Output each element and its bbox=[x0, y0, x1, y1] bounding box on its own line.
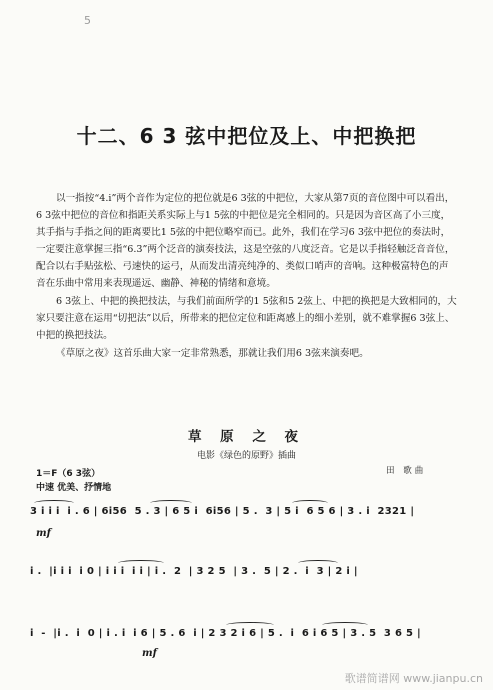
watermark: 歌谱简谱网 www.jianpu.cn bbox=[344, 672, 483, 685]
score-notes: i . |i i i i 0 | i i i i i | i . 2 | 3 2 5 | 3 . 5 | 2 . i 3 | 2 i | bbox=[30, 566, 358, 577]
slur bbox=[150, 500, 192, 506]
song-composer: 田 歌曲 bbox=[386, 466, 427, 476]
slur bbox=[226, 622, 274, 628]
key-signature: 1＝F（6 3弦） bbox=[36, 469, 101, 479]
dynamic-marking: mf bbox=[142, 648, 157, 659]
chapter-title-text: 弦中把位及上、中把换把 bbox=[177, 124, 417, 148]
score-row-1 bbox=[30, 506, 460, 539]
score-notes: 3 i i i i . 6 | 6i56 5 . 3 | 6 5 i 6i56 | 5 . 3 | 5 i 6 5 6 | 3 . i 2321 | bbox=[30, 506, 415, 517]
tempo-marking: 中速 优美、抒情地 bbox=[36, 483, 112, 493]
score-row-2 bbox=[30, 566, 460, 584]
slur bbox=[322, 622, 368, 628]
slur bbox=[118, 560, 164, 566]
dynamic-marking: mf bbox=[36, 528, 51, 539]
page-number: 5 bbox=[84, 14, 91, 27]
score-notes: i - |i . i 0 | i . i i 6 | 5 . 6 i | 2 3 2 i 6 | 5 . i 6 i 6 5 | 3 . 5 3 6 5 | bbox=[30, 628, 422, 639]
paragraph-2: 6 3弦上、中把的换把技法，与我们前面所学的1 5弦和5 2弦上、中把的换把是大致相同的，大家只要注意在运用“切把法”以后，所带来的把位定位和距离感上的细小差别，就不难掌握6 3弦上、中把的换把技法。 bbox=[36, 296, 457, 341]
song-title: 草 原 之 夜 bbox=[187, 429, 306, 445]
paragraph-1: 以一指按“4.i”两个音作为定位的把位就是6 3弦的中把位，大家从第7页的音位图中可以看出，6 3弦中把位的音位和指距关系实际上与1 5弦的中把位是完全相同的。只是因为音区高了小三度，其手指与手指之间的距离要比1 5弦的中把位略窄而已。此外，我们在学习6 3弦中把位的奏法时，一定要注意掌握三指“6.3”两个泛音的演奏技法，这是空弦的八度泛音。它是以手指轻触泛音音位，配合以右手贴弦松、弓速快的运弓，从而发出清亮纯净的、类似口哨声的音响。这种极富特色的声音在乐曲中常用来表现遥远、幽静、神秘的情绪和意境。 bbox=[36, 193, 455, 289]
slur bbox=[34, 500, 74, 506]
chapter-title bbox=[0, 120, 493, 149]
score-row-3 bbox=[30, 628, 460, 659]
slur bbox=[298, 560, 338, 566]
body-text bbox=[36, 190, 458, 362]
chapter-title-prefix: 十二、 bbox=[76, 124, 140, 148]
chapter-title-strings: 6 3 bbox=[139, 124, 178, 148]
slur bbox=[292, 500, 328, 506]
song-subtitle: 电影《绿色的原野》插曲 bbox=[196, 451, 296, 461]
paragraph-3: 《草原之夜》这首乐曲大家一定非常熟悉，那就让我们用6 3弦来演奏吧。 bbox=[56, 348, 369, 359]
